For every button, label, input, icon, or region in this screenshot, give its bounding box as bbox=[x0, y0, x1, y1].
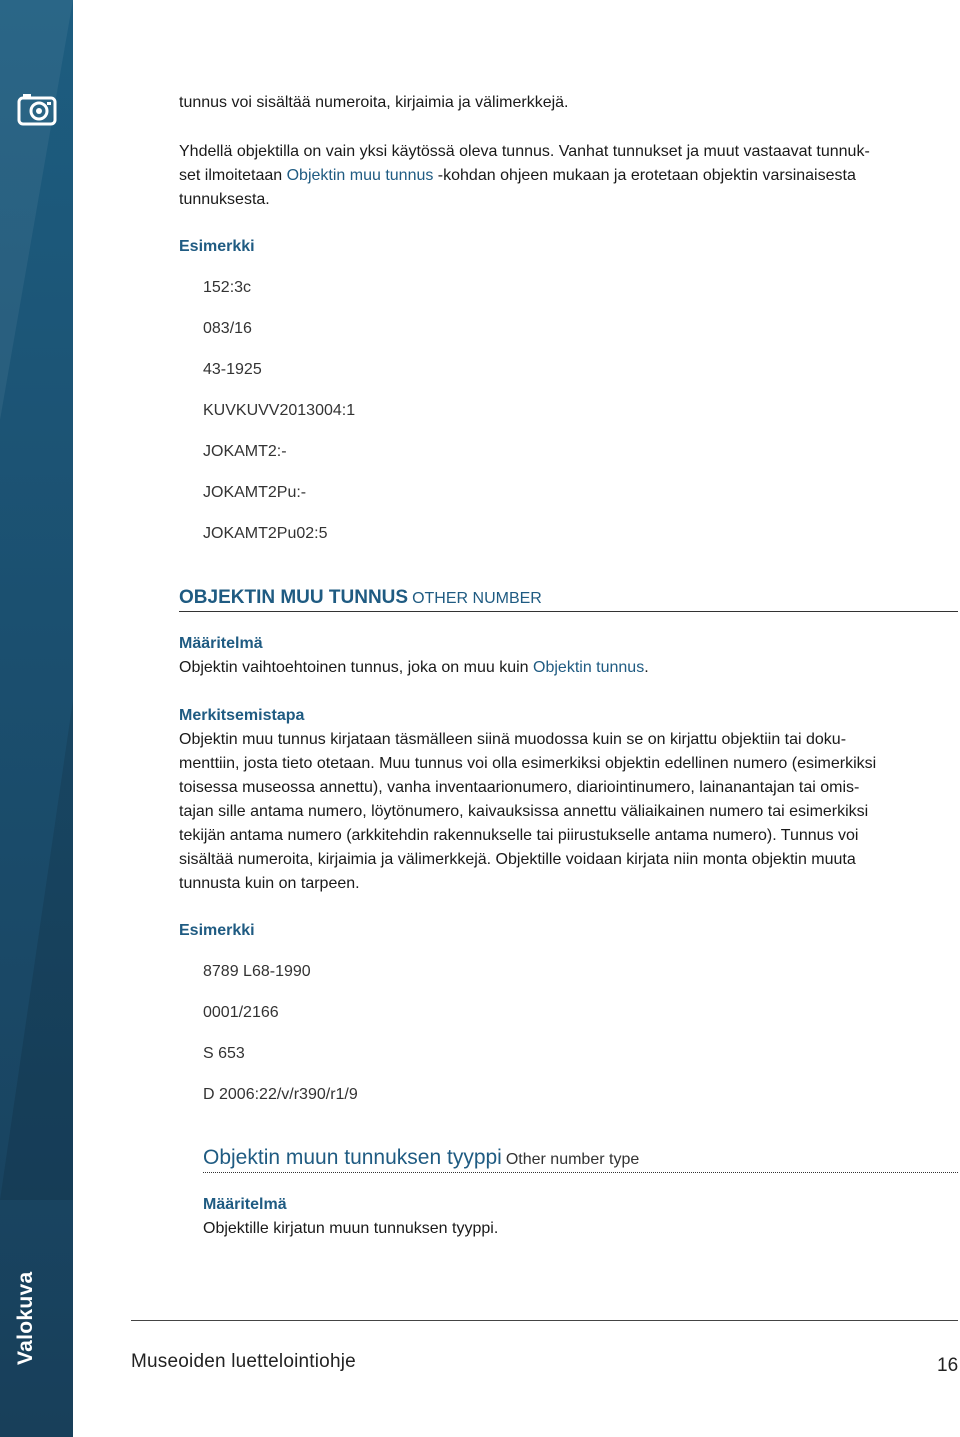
subsection-title-en: Other number type bbox=[505, 1151, 640, 1168]
sidebar-decoration bbox=[0, 0, 73, 420]
example-item: 152:3c bbox=[203, 279, 252, 296]
method-line: tunnusta kuin on tarpeen. bbox=[179, 875, 360, 892]
definition-text bbox=[179, 656, 919, 680]
intro-paragraph-line-2 bbox=[179, 164, 919, 188]
example-item: 8789 L68-1990 bbox=[203, 963, 311, 980]
section-title-en: OTHER NUMBER bbox=[412, 590, 542, 607]
intro-paragraph-line-3: tunnuksesta. bbox=[179, 191, 270, 208]
example-item: 083/16 bbox=[203, 320, 252, 337]
intro-text-post: -kohdan ohjeen mukaan ja erotetaan objektin varsinaisesta bbox=[433, 167, 856, 184]
subsection-heading bbox=[203, 1144, 958, 1173]
sidebar bbox=[0, 0, 73, 1437]
example-heading: Esimerkki bbox=[179, 238, 255, 255]
intro-paragraph-line-1: Yhdellä objektilla on vain yksi käytössä oleva tunnus. Vanhat tunnukset ja muut vastaavat tunnuk- bbox=[179, 143, 870, 160]
subsection-definition-heading: Määritelmä bbox=[203, 1196, 287, 1213]
section-tab-label: Valokuva bbox=[14, 1271, 37, 1365]
section-title: OBJEKTIN MUU TUNNUS bbox=[179, 587, 409, 608]
link-objektin-tunnus[interactable]: Objektin tunnus bbox=[533, 659, 645, 676]
subsection-title: Objektin muun tunnuksen tyyppi bbox=[203, 1146, 502, 1169]
subsection-definition-text: Objektille kirjatun muun tunnuksen tyyppi. bbox=[203, 1220, 499, 1237]
intro-line: tunnus voi sisältää numeroita, kirjaimia ja välimerkkejä. bbox=[179, 94, 569, 111]
section-heading bbox=[179, 585, 958, 612]
intro-text: set ilmoitetaan bbox=[179, 167, 287, 184]
footer-title: Museoiden luettelointiohje bbox=[131, 1351, 356, 1372]
definition-text-pre: Objektin vaihtoehtoinen tunnus, joka on muu kuin bbox=[179, 659, 534, 676]
example-item: JOKAMT2Pu:- bbox=[203, 484, 307, 501]
example-heading-2: Esimerkki bbox=[179, 922, 255, 939]
page-number: 16 bbox=[937, 1355, 959, 1376]
intro-paragraph bbox=[179, 140, 919, 212]
method-line: tekijän antama numero (arkkitehdin rakennukselle tai piirustukselle antama numero). Tunnus voi bbox=[179, 827, 859, 844]
example-item: D 2006:22/v/r390/r1/9 bbox=[203, 1086, 358, 1103]
example-item: KUVKUVV2013004:1 bbox=[203, 402, 356, 419]
footer-divider bbox=[131, 1320, 958, 1321]
method-line: toisessa museossa annettu), vanha inventaarionumero, diariointinumero, lainanantajan tai omis- bbox=[179, 779, 860, 796]
method-line: menttiin, josta tieto otetaan. Muu tunnus voi olla esimerkiksi objektin edellinen numero (esimerkiksi bbox=[179, 755, 877, 772]
method-line: sisältää numeroita, kirjaimia ja välimerkkejä. Objektille voidaan kirjata niin monta objektin muuta bbox=[179, 851, 856, 868]
method-heading: Merkitsemistapa bbox=[179, 707, 305, 724]
method-line: Objektin muu tunnus kirjataan täsmälleen siinä muodossa kuin se on kirjattu objektiin tai doku- bbox=[179, 731, 847, 748]
example-item: S 653 bbox=[203, 1045, 245, 1062]
example-item: 0001/2166 bbox=[203, 1004, 279, 1021]
example-item: JOKAMT2Pu02:5 bbox=[203, 525, 328, 542]
definition-text-post: . bbox=[644, 659, 649, 676]
method-line: tajan sille antama numero, löytönumero, kaivauksissa annettu väliaikainen numero tai esimerkiksi bbox=[179, 803, 869, 820]
example-item: 43-1925 bbox=[203, 361, 262, 378]
method-paragraph bbox=[179, 728, 919, 896]
link-objektin-muu-tunnus[interactable]: Objektin muu tunnus bbox=[286, 167, 434, 184]
sidebar-decoration-lower bbox=[0, 700, 73, 1200]
camera-icon bbox=[17, 92, 57, 126]
example-item: JOKAMT2:- bbox=[203, 443, 287, 460]
definition-heading: Määritelmä bbox=[179, 635, 263, 652]
